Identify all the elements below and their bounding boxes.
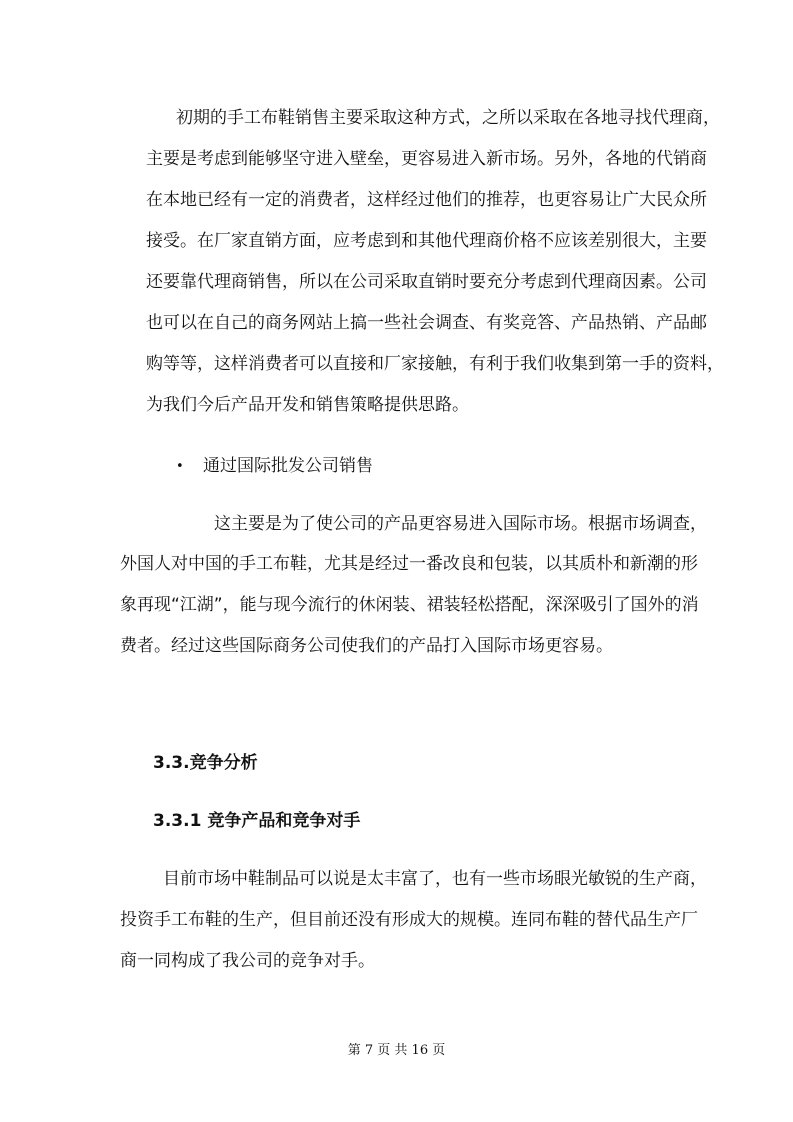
paragraph-line: 目前市场中鞋制品可以说是太丰富了，也有一些市场眼光敏锐的生产商，	[163, 869, 707, 889]
paragraph-line: 主要是考虑到能够坚守进入壁垒，更容易进入新市场。另外，各地的代销商	[146, 149, 707, 169]
paragraph-line: 还要靠代理商销售，所以在公司采取直销时要充分考虑到代理商因素。公司	[146, 272, 707, 292]
paragraph-line: 投资手工布鞋的生产，但目前还没有形成大的规模。连同布鞋的替代品生产厂	[120, 910, 698, 930]
paragraph-line: 接受。在厂家直销方面，应考虑到和其他代理商价格不应该差别很大，主要	[146, 231, 707, 251]
paragraph-line: 外国人对中国的手工布鞋，尤其是经过一番改良和包装，以其质朴和新潮的形	[120, 554, 698, 574]
paragraph-line: 在本地已经有一定的消费者，这样经过他们的推荐，也更容易让广大民众所	[146, 190, 707, 210]
section-heading: 3.3.竞争分析	[153, 753, 258, 773]
paragraph-line: 也可以在自己的商务网站上搞一些社会调查、有奖竞答、产品热销、产品邮	[146, 313, 707, 333]
paragraph-line: 商一同构成了我公司的竞争对手。	[120, 951, 375, 971]
bullet-icon: •	[176, 459, 184, 474]
paragraph-line: 象再现“江湖”，能与现今流行的休闲装、裙装轻松搭配，深深吸引了国外的消	[120, 595, 699, 615]
paragraph-line: 费者。经过这些国际商务公司使我们的产品打入国际市场更容易。	[120, 636, 613, 656]
page-number-footer: 第 7 页 共 16 页	[347, 1043, 446, 1058]
paragraph-line: 为我们今后产品开发和销售策略提供思路。	[146, 395, 469, 415]
bullet-text: 通过国际批发公司销售	[203, 456, 373, 476]
paragraph-line: 这主要是为了使公司的产品更容易进入国际市场。根据市场调查，	[214, 514, 707, 534]
paragraph-line: 初期的手工布鞋销售主要采取这种方式，之所以采取在各地寻找代理商，	[176, 108, 720, 128]
paragraph-line: 购等等，这样消费者可以直接和厂家接触，有利于我们收集到第一手的资料，	[146, 354, 724, 374]
subsection-heading: 3.3.1 竞争产品和竞争对手	[153, 811, 361, 831]
